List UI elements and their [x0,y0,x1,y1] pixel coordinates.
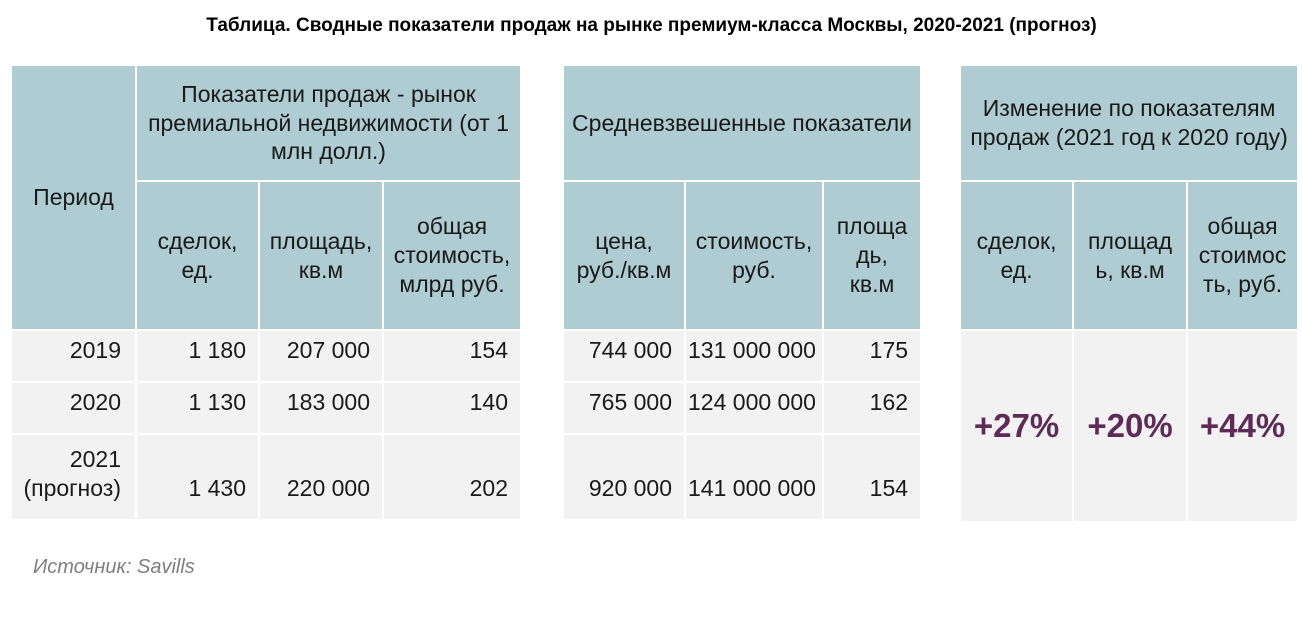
table-cell: 183 000 [259,382,383,434]
table-cell: 140 [383,382,521,434]
table-row [960,330,1298,522]
change-value-total: +44% [1187,330,1298,522]
table-cell: 162 [823,382,921,434]
table-cell: 202 [383,434,521,520]
table-cell: 154 [383,330,521,382]
table-row [11,65,521,181]
avg-col-price-header: цена, руб./кв.м [563,181,685,330]
avg-col-value-header: стоимость, руб. [685,181,823,330]
table-cell: 1 180 [136,330,259,382]
table-row [960,181,1298,330]
sales-indicators-table [10,64,522,521]
source-note: Источник: Savills [33,556,195,578]
chg-col-area-header: площадь, кв.м [1073,181,1187,330]
table-cell: 765 000 [563,382,685,434]
period-cell: 2021 (прогноз) [11,434,136,520]
sales-col-area-header: площадь, кв.м [259,181,383,330]
avg-col-area-header: площадь, кв.м [823,181,921,330]
table-cell: 220 000 [259,434,383,520]
chg-col-total-value-header: общая стоимость, руб. [1187,181,1298,330]
change-value-area: +20% [1073,330,1187,522]
table-row [563,65,921,181]
table-row [563,382,921,434]
sales-col-deals-header: сделок, ед. [136,181,259,330]
period-column-header: Период [11,65,136,330]
table-cell: 154 [823,434,921,520]
chg-col-deals-header: сделок, ед. [960,181,1073,330]
table-row [563,330,921,382]
table-cell: 1 130 [136,382,259,434]
table-row [563,181,921,330]
table-cell: 920 000 [563,434,685,520]
weighted-averages-table [562,64,922,521]
table-cell: 124 000 000 [685,382,823,434]
change-value-deals: +27% [960,330,1073,522]
table-cell: 131 000 000 [685,330,823,382]
table-row [11,434,521,520]
table-row [11,330,521,382]
tables-container [0,64,1303,523]
sales-group-header: Показатели продаж - рынок премиальной недвижимости (от 1 млн долл.) [136,65,521,181]
table-cell: 1 430 [136,434,259,520]
table-cell: 744 000 [563,330,685,382]
changes-table [959,64,1299,523]
sales-col-total-value-header: общая стоимость, млрд руб. [383,181,521,330]
changes-group-header: Изменение по показателям продаж (2021 год к 2020 году) [960,65,1298,181]
period-cell: 2020 [11,382,136,434]
table-row [563,434,921,520]
averages-group-header: Средневзвешенные показатели [563,65,921,181]
period-cell: 2019 [11,330,136,382]
table-row [960,65,1298,181]
table-row [11,382,521,434]
table-cell: 207 000 [259,330,383,382]
table-cell: 141 000 000 [685,434,823,520]
page-title: Таблица. Сводные показатели продаж на рынке премиум-класса Москвы, 2020-2021 (прогноз) [206,15,1097,36]
table-cell: 175 [823,330,921,382]
